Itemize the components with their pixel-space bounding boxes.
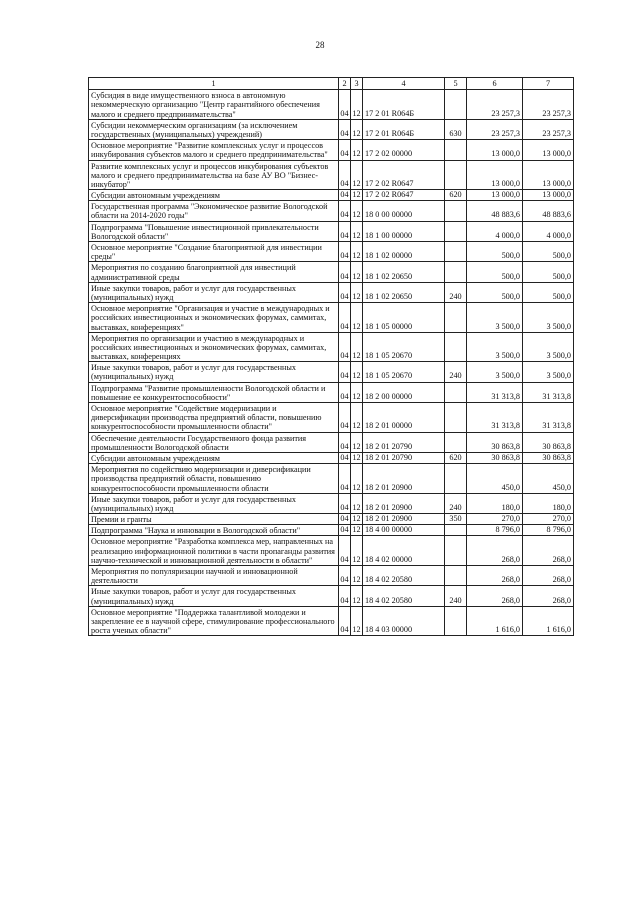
row-amount-col7: 500,0 <box>523 282 574 302</box>
row-amount-col7: 3 500,0 <box>523 303 574 333</box>
row-amount-col6: 31 313,8 <box>467 382 523 402</box>
row-target-article-code: 18 4 00 00000 <box>363 525 445 536</box>
row-name: Подпрограмма "Развитие промышленности Вологодской области и повышение ее конкурентоспособности" <box>89 382 339 402</box>
row-expense-type-code <box>445 525 467 536</box>
row-amount-col6: 4 000,0 <box>467 221 523 241</box>
header-col-3: 3 <box>351 78 363 90</box>
header-col-2: 2 <box>339 78 351 90</box>
table-row <box>89 464 574 494</box>
row-expense-type-code: 630 <box>445 119 467 139</box>
row-expense-type-code <box>445 382 467 402</box>
row-name: Мероприятия по созданию благоприятной для инвестиций административной среды <box>89 262 339 282</box>
row-section-code: 04 <box>339 303 351 333</box>
row-amount-col7: 8 796,0 <box>523 525 574 536</box>
row-subsection-code: 12 <box>351 432 363 452</box>
row-amount-col7: 13 000,0 <box>523 140 574 160</box>
row-name: Обеспечение деятельности Государственного фонда развития промышленности Вологодской области <box>89 432 339 452</box>
row-name: Основное мероприятие "Содействие модернизации и диверсификации производства предприятий области, повышению конкурентоспособности промышленности области" <box>89 403 339 433</box>
row-section-code: 04 <box>339 362 351 382</box>
row-expense-type-code <box>445 242 467 262</box>
row-amount-col7: 23 257,3 <box>523 90 574 120</box>
header-col-1: 1 <box>89 78 339 90</box>
row-name: Мероприятия по содействию модернизации и диверсификации производства предприятий области, повышению конкурентоспособности промышленности области <box>89 464 339 494</box>
row-expense-type-code <box>445 432 467 452</box>
row-name: Государственная программа "Экономическое развитие Вологодской области на 2014-2020 годы" <box>89 201 339 221</box>
row-amount-col7: 268,0 <box>523 536 574 566</box>
table-row <box>89 221 574 241</box>
row-subsection-code: 12 <box>352 190 361 200</box>
table-row <box>89 514 574 525</box>
row-name: Мероприятия по организации и участию в международных и российских инвестиционных и экономических форумах, саммитах, выставках, конференциях <box>89 332 339 362</box>
row-amount-col7: 30 863,8 <box>523 432 574 452</box>
row-name: Субсидия в виде имущественного взноса в автономную некоммерческую организацию "Центр гарантийного обеспечения малого и среднего предпринимательства" <box>89 90 339 120</box>
header-col-4: 4 <box>363 78 445 90</box>
row-name: Основное мероприятие "Организация и участие в международных и российских инвестиционных и экономических форумах, саммитах, выставках, конференциях" <box>89 303 339 333</box>
row-expense-type-code <box>445 536 467 566</box>
row-section-code: 04 <box>339 140 351 160</box>
row-target-article-code: 18 2 00 00000 <box>363 382 445 402</box>
row-amount-col6: 3 500,0 <box>467 332 523 362</box>
row-amount-col6: 13 000,0 <box>467 140 523 160</box>
header-col-7: 7 <box>523 78 574 90</box>
row-section-code: 04 <box>339 382 351 402</box>
table-row <box>89 262 574 282</box>
row-name: Субсидии некоммерческим организациям (за исключением государственных (муниципальных) учреждений) <box>89 119 339 139</box>
row-target-article-code: 18 4 02 20580 <box>363 566 445 586</box>
row-amount-col7: 31 313,8 <box>523 403 574 433</box>
row-expense-type-code <box>445 464 467 494</box>
row-amount-col7: 1 616,0 <box>523 606 574 636</box>
row-target-article-code: 17 2 01 R064Б <box>363 119 445 139</box>
row-section-code: 04 <box>340 525 349 535</box>
table-row <box>89 90 574 120</box>
row-section-code: 04 <box>339 566 351 586</box>
table-row <box>89 303 574 333</box>
row-amount-col7: 268,0 <box>523 566 574 586</box>
table-row <box>89 282 574 302</box>
row-subsection-code: 12 <box>351 536 363 566</box>
row-expense-type-code: 620 <box>445 190 467 201</box>
row-section-code: 04 <box>339 432 351 452</box>
row-amount-col6: 31 313,8 <box>467 403 523 433</box>
row-name: Основное мероприятие "Поддержка талантливой молодежи и закрепление ее в научной сфере, стимулирование профессионального роста ученых области" <box>89 606 339 636</box>
row-expense-type-code: 350 <box>445 514 467 525</box>
row-amount-col7: 23 257,3 <box>523 119 574 139</box>
row-section-code: 04 <box>339 493 351 513</box>
row-subsection-code: 12 <box>351 221 363 241</box>
table-row <box>89 140 574 160</box>
table-row <box>89 362 574 382</box>
row-name: Премии и гранты <box>89 514 339 525</box>
table-row <box>89 119 574 139</box>
row-expense-type-code: 240 <box>445 586 467 606</box>
row-target-article-code: 18 4 03 00000 <box>363 606 445 636</box>
row-amount-col7: 180,0 <box>523 493 574 513</box>
row-expense-type-code: 240 <box>445 362 467 382</box>
table-row <box>89 606 574 636</box>
row-amount-col7: 270,0 <box>523 514 574 525</box>
row-amount-col7: 31 313,8 <box>523 382 574 402</box>
row-section-code: 04 <box>339 221 351 241</box>
row-target-article-code: 17 2 01 R064Б <box>363 90 445 120</box>
row-target-article-code: 18 1 02 20650 <box>363 262 445 282</box>
row-target-article-code: 18 1 02 00000 <box>363 242 445 262</box>
row-name: Подпрограмма "Наука и инновации в Вологодской области" <box>89 525 339 536</box>
row-subsection-code: 12 <box>351 606 363 636</box>
row-subsection-code: 12 <box>351 282 363 302</box>
budget-table <box>88 77 574 636</box>
row-amount-col6: 500,0 <box>467 282 523 302</box>
table-row <box>89 332 574 362</box>
row-amount-col7: 13 000,0 <box>523 190 574 201</box>
row-expense-type-code <box>445 332 467 362</box>
row-target-article-code: 18 1 00 00000 <box>363 221 445 241</box>
row-expense-type-code <box>445 262 467 282</box>
row-expense-type-code <box>445 221 467 241</box>
table-row <box>89 525 574 536</box>
row-section-code: 04 <box>339 332 351 362</box>
row-amount-col6: 3 500,0 <box>467 303 523 333</box>
row-target-article-code: 18 4 02 20580 <box>363 586 445 606</box>
table-row <box>89 536 574 566</box>
row-name: Иные закупки товаров, работ и услуг для государственных (муниципальных) нужд <box>89 282 339 302</box>
row-expense-type-code <box>445 606 467 636</box>
row-amount-col6: 450,0 <box>467 464 523 494</box>
row-expense-type-code <box>445 90 467 120</box>
row-section-code: 04 <box>339 282 351 302</box>
row-target-article-code: 18 1 05 20670 <box>363 332 445 362</box>
row-subsection-code: 12 <box>352 452 361 462</box>
row-target-article-code: 18 1 05 00000 <box>363 303 445 333</box>
row-subsection-code: 12 <box>351 362 363 382</box>
table-row <box>89 493 574 513</box>
row-section-code: 04 <box>340 452 349 462</box>
row-section-code: 04 <box>339 160 351 190</box>
row-amount-col6: 180,0 <box>467 493 523 513</box>
row-target-article-code: 18 1 05 20670 <box>363 362 445 382</box>
row-target-article-code: 18 0 00 00000 <box>363 201 445 221</box>
row-amount-col6: 1 616,0 <box>467 606 523 636</box>
row-name: Основное мероприятие "Разработка комплекса мер, направленных на реализацию информационной политики в части пропаганды развития научно-технической и инновационной деятельности в области" <box>89 536 339 566</box>
row-target-article-code: 17 2 02 00000 <box>363 140 445 160</box>
row-target-article-code: 18 1 02 20650 <box>363 282 445 302</box>
row-amount-col6: 500,0 <box>467 262 523 282</box>
header-row <box>89 78 574 90</box>
row-subsection-code: 12 <box>351 586 363 606</box>
row-name: Основное мероприятие "Создание благоприятной для инвестиции среды" <box>89 242 339 262</box>
row-name: Иные закупки товаров, работ и услуг для государственных (муниципальных) нужд <box>89 362 339 382</box>
row-target-article-code: 18 2 01 20900 <box>363 493 445 513</box>
row-section-code: 04 <box>339 242 351 262</box>
table-row <box>89 242 574 262</box>
row-name: Основное мероприятие "Развитие комплексных услуг и процессов инкубирования субъектов малого и среднего предпринимательства" <box>89 140 339 160</box>
row-subsection-code: 12 <box>352 525 361 535</box>
row-section-code: 04 <box>339 464 351 494</box>
table-row <box>89 432 574 452</box>
row-amount-col7: 13 000,0 <box>523 160 574 190</box>
row-amount-col7: 500,0 <box>523 262 574 282</box>
table-row <box>89 382 574 402</box>
table-body <box>89 90 574 636</box>
row-section-code: 04 <box>339 119 351 139</box>
row-target-article-code: 18 2 01 20790 <box>363 452 445 463</box>
row-subsection-code: 12 <box>351 262 363 282</box>
row-section-code: 04 <box>339 90 351 120</box>
row-amount-col6: 8 796,0 <box>467 525 523 536</box>
row-subsection-code: 12 <box>351 403 363 433</box>
row-subsection-code: 12 <box>351 493 363 513</box>
row-amount-col6: 13 000,0 <box>467 160 523 190</box>
row-expense-type-code <box>445 201 467 221</box>
row-subsection-code: 12 <box>351 303 363 333</box>
row-section-code: 04 <box>339 606 351 636</box>
row-amount-col6: 13 000,0 <box>467 190 523 201</box>
row-amount-col7: 450,0 <box>523 464 574 494</box>
row-amount-col7: 3 500,0 <box>523 362 574 382</box>
row-subsection-code: 12 <box>352 514 361 524</box>
page-number: 28 <box>315 40 325 50</box>
row-subsection-code: 12 <box>351 464 363 494</box>
row-expense-type-code <box>445 566 467 586</box>
row-target-article-code: 18 2 01 00000 <box>363 403 445 433</box>
row-expense-type-code <box>445 303 467 333</box>
row-amount-col6: 23 257,3 <box>467 90 523 120</box>
row-name: Субсидии автономным учреждениям <box>89 452 339 463</box>
row-expense-type-code: 240 <box>445 493 467 513</box>
row-section-code: 04 <box>339 201 351 221</box>
table-row <box>89 403 574 433</box>
row-amount-col6: 268,0 <box>467 536 523 566</box>
row-section-code: 04 <box>340 514 349 524</box>
row-target-article-code: 17 2 02 R0647 <box>363 190 445 201</box>
row-section-code: 04 <box>339 403 351 433</box>
row-section-code: 04 <box>339 586 351 606</box>
table-row <box>89 160 574 190</box>
row-subsection-code: 12 <box>351 242 363 262</box>
row-subsection-code: 12 <box>351 566 363 586</box>
row-amount-col6: 30 863,8 <box>467 432 523 452</box>
row-expense-type-code <box>445 160 467 190</box>
row-amount-col6: 268,0 <box>467 586 523 606</box>
row-subsection-code: 12 <box>351 140 363 160</box>
table-row <box>89 586 574 606</box>
table-row <box>89 201 574 221</box>
budget-table-container <box>88 77 573 636</box>
row-subsection-code: 12 <box>351 332 363 362</box>
row-target-article-code: 18 2 01 20900 <box>363 464 445 494</box>
row-name: Развитие комплексных услуг и процессов инкубирования субъектов малого и среднего предпринимательства на базе АУ ВО "Бизнес-инкубатор" <box>89 160 339 190</box>
row-amount-col7: 4 000,0 <box>523 221 574 241</box>
table-row <box>89 452 574 463</box>
row-amount-col7: 30 863,8 <box>523 452 574 463</box>
row-subsection-code: 12 <box>351 160 363 190</box>
row-subsection-code: 12 <box>351 382 363 402</box>
row-expense-type-code: 240 <box>445 282 467 302</box>
row-name: Подпрограмма "Повышение инвестиционной привлекательности Вологодской области" <box>89 221 339 241</box>
row-name: Субсидии автономным учреждениям <box>89 190 339 201</box>
row-amount-col6: 3 500,0 <box>467 362 523 382</box>
row-amount-col6: 268,0 <box>467 566 523 586</box>
row-section-code: 04 <box>339 536 351 566</box>
row-name: Иные закупки товаров, работ и услуг для государственных (муниципальных) нужд <box>89 493 339 513</box>
row-name: Мероприятия по популяризации научной и инновационной деятельности <box>89 566 339 586</box>
row-amount-col7: 500,0 <box>523 242 574 262</box>
row-amount-col7: 3 500,0 <box>523 332 574 362</box>
row-amount-col6: 500,0 <box>467 242 523 262</box>
row-target-article-code: 17 2 02 R0647 <box>363 160 445 190</box>
row-amount-col6: 48 883,6 <box>467 201 523 221</box>
row-target-article-code: 18 2 01 20900 <box>363 514 445 525</box>
row-target-article-code: 18 4 02 00000 <box>363 536 445 566</box>
row-expense-type-code: 620 <box>445 452 467 463</box>
header-col-5: 5 <box>445 78 467 90</box>
row-expense-type-code <box>445 403 467 433</box>
row-subsection-code: 12 <box>351 119 363 139</box>
row-target-article-code: 18 2 01 20790 <box>363 432 445 452</box>
row-amount-col7: 268,0 <box>523 586 574 606</box>
row-subsection-code: 12 <box>351 90 363 120</box>
row-amount-col6: 23 257,3 <box>467 119 523 139</box>
row-section-code: 04 <box>340 190 349 200</box>
row-amount-col7: 48 883,6 <box>523 201 574 221</box>
header-col-6: 6 <box>467 78 523 90</box>
row-expense-type-code <box>445 140 467 160</box>
table-row <box>89 190 574 201</box>
row-name: Иные закупки товаров, работ и услуг для государственных (муниципальных) нужд <box>89 586 339 606</box>
row-amount-col6: 30 863,8 <box>467 452 523 463</box>
row-section-code: 04 <box>339 262 351 282</box>
row-amount-col6: 270,0 <box>467 514 523 525</box>
table-row <box>89 566 574 586</box>
row-subsection-code: 12 <box>351 201 363 221</box>
